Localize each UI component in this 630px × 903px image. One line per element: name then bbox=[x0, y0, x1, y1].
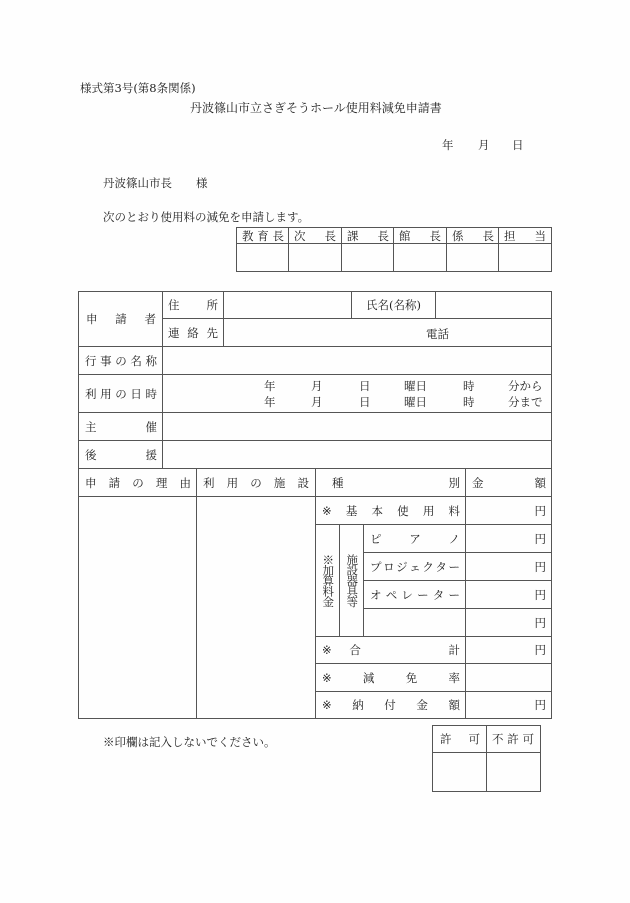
yen-unit: 円 bbox=[534, 559, 546, 574]
organizer-label: 主 催 bbox=[85, 419, 157, 434]
stamp-header-kancho: 館 長 bbox=[399, 228, 441, 243]
approve-stamp-box[interactable] bbox=[433, 753, 486, 791]
stamp-box-kacho[interactable] bbox=[342, 244, 393, 271]
yen-unit: 円 bbox=[534, 587, 546, 602]
to-minute: 分まで bbox=[508, 395, 543, 409]
address-label: 住 所 bbox=[168, 298, 218, 312]
usage-datetime-label: 利 用 の 日 時 bbox=[85, 386, 157, 401]
projector-amount[interactable] bbox=[466, 553, 546, 580]
equipment-item-blank[interactable] bbox=[364, 609, 465, 636]
contact-label: 連 絡 先 bbox=[168, 325, 218, 340]
intro-text: 次のとおり使用料の減免を申請します。 bbox=[103, 210, 310, 224]
stamp-header-kacho: 課 長 bbox=[347, 228, 389, 243]
date-month-label: 月 bbox=[478, 138, 490, 152]
from-hour: 時 bbox=[463, 379, 475, 393]
yen-unit: 円 bbox=[534, 698, 546, 712]
approve-header: 許 可 bbox=[440, 732, 480, 746]
form-title: 丹波篠山市立さぎそうホール使用料減免申請書 bbox=[190, 101, 442, 115]
stamp-header-kakaricho: 係 長 bbox=[452, 228, 494, 243]
equipment-item-piano: ピ ア ノ bbox=[370, 531, 460, 546]
sponsor-label: 後 援 bbox=[85, 447, 157, 462]
equipment-label: 施設器具等 bbox=[345, 554, 360, 607]
stamp-header-kyoikucho: 教 育 長 bbox=[242, 228, 284, 243]
piano-amount[interactable] bbox=[466, 525, 546, 552]
from-day: 日 bbox=[359, 379, 371, 393]
additional-fee-label: ※加算料金 bbox=[321, 554, 336, 607]
stamp-box-kakaricho[interactable] bbox=[447, 244, 498, 271]
operator-amount[interactable] bbox=[466, 581, 546, 608]
organizer-field[interactable] bbox=[163, 413, 551, 440]
phone-label: 電話 bbox=[426, 327, 449, 341]
addressee: 丹波篠山市長 bbox=[103, 176, 172, 190]
reduction-rate-label: ※ 減 免 率 bbox=[322, 670, 460, 685]
event-name-field[interactable] bbox=[163, 347, 551, 374]
form-number: 様式第3号(第8条関係) bbox=[80, 81, 196, 95]
contact-field[interactable] bbox=[224, 319, 551, 346]
name-label: 氏名(名称) bbox=[366, 298, 421, 312]
total-amount[interactable] bbox=[466, 637, 546, 663]
usage-datetime-field[interactable] bbox=[163, 375, 551, 412]
facility-header: 利 用 の 施 設 bbox=[203, 475, 309, 490]
equipment-item-projector: プ ロ ジ ェ ク タ ー bbox=[370, 559, 460, 574]
stamp-box-kyoikucho[interactable] bbox=[237, 244, 288, 271]
payment-amount-label: ※ 納 付 金 額 bbox=[322, 698, 460, 712]
yen-unit: 円 bbox=[534, 503, 546, 518]
yen-unit: 円 bbox=[534, 643, 546, 657]
equipment-item-operator: オ ペ レ ー タ ー bbox=[370, 587, 460, 602]
address-field[interactable] bbox=[224, 292, 351, 318]
honorific: 様 bbox=[196, 176, 208, 190]
stamp-header-tanto: 担 当 bbox=[504, 228, 546, 243]
from-year: 年 bbox=[264, 379, 276, 393]
basic-fee-label: ※ 基 本 使 用 料 bbox=[322, 503, 460, 518]
disapprove-header: 不 許 可 bbox=[492, 732, 534, 746]
yen-unit: 円 bbox=[534, 531, 546, 546]
to-weekday: 曜日 bbox=[404, 395, 427, 409]
from-month: 月 bbox=[311, 379, 323, 393]
reason-header: 申 請 の 理 由 bbox=[85, 475, 191, 490]
to-month: 月 bbox=[311, 395, 323, 409]
to-year: 年 bbox=[264, 395, 276, 409]
stamp-box-kancho[interactable] bbox=[394, 244, 446, 271]
event-name-label: 行 事 の 名 称 bbox=[85, 353, 157, 368]
to-hour: 時 bbox=[463, 395, 475, 409]
applicant-label: 申 請 者 bbox=[86, 312, 156, 326]
stamp-box-tanto[interactable] bbox=[499, 244, 551, 271]
type-header: 種 別 bbox=[332, 475, 460, 490]
stamp-header-jicho: 次 長 bbox=[294, 228, 336, 243]
date-year-label: 年 bbox=[442, 138, 454, 152]
stamp-box-jicho[interactable] bbox=[289, 244, 341, 271]
name-field[interactable] bbox=[436, 292, 551, 318]
sponsor-field[interactable] bbox=[163, 441, 551, 468]
from-weekday: 曜日 bbox=[404, 379, 427, 393]
facility-field[interactable] bbox=[197, 497, 315, 718]
footer-note: ※印欄は記入しないでください。 bbox=[103, 735, 276, 749]
yen-unit: 円 bbox=[534, 615, 546, 630]
total-label: ※ 合 計 bbox=[322, 643, 460, 657]
amount-header: 金 額 bbox=[472, 475, 546, 490]
date-day-label: 日 bbox=[512, 138, 524, 152]
from-minute: 分から bbox=[508, 379, 543, 393]
to-day: 日 bbox=[359, 395, 371, 409]
reason-field[interactable] bbox=[79, 497, 196, 718]
payment-amount-field[interactable] bbox=[466, 692, 546, 718]
reduction-rate-field[interactable] bbox=[466, 664, 551, 691]
basic-fee-amount[interactable] bbox=[466, 497, 546, 524]
blank-item-amount[interactable] bbox=[466, 609, 546, 636]
disapprove-stamp-box[interactable] bbox=[487, 753, 540, 791]
